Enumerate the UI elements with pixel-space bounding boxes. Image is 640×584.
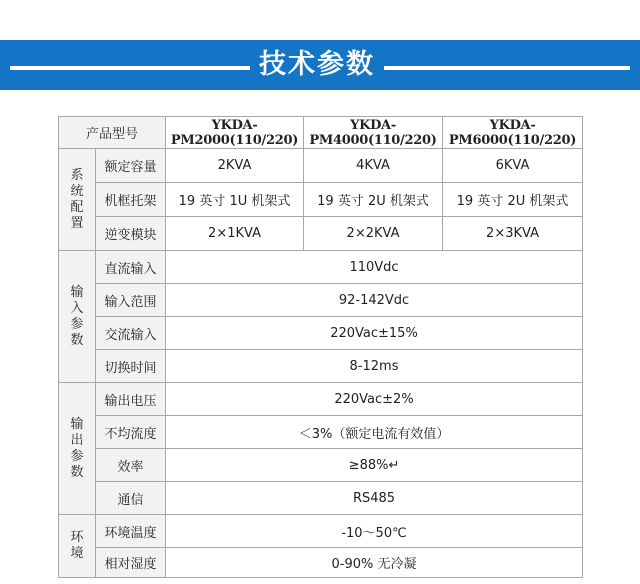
value-cell: 2×3KVA (443, 217, 583, 251)
param-label: 逆变模块 (96, 217, 166, 251)
value-cell: RS485 (166, 482, 583, 515)
table-row (59, 217, 583, 251)
value-cell: 2×1KVA (166, 217, 304, 251)
value-cell: 6KVA (443, 149, 583, 183)
model-name: YKDA-PM2000(110/220) (166, 117, 304, 149)
param-label: 相对湿度 (96, 548, 166, 578)
param-label: 交流输入 (96, 317, 166, 350)
param-label: 直流输入 (96, 251, 166, 284)
table-row (59, 284, 583, 317)
table-row (59, 416, 583, 449)
value-cell: 4KVA (304, 149, 443, 183)
category-cell: 输入参数 (59, 251, 96, 383)
value-cell: 19 英寸 2U 机架式 (304, 183, 443, 217)
value-cell: 8-12ms (166, 350, 583, 383)
table-row (59, 449, 583, 482)
param-label: 输入范围 (96, 284, 166, 317)
table-row (59, 482, 583, 515)
category-cell: 环境 (59, 515, 96, 578)
model-name: YKDA-PM4000(110/220) (304, 117, 443, 149)
param-label: 切换时间 (96, 350, 166, 383)
value-cell: 92-142Vdc (166, 284, 583, 317)
section-title: 技术参数 (259, 49, 375, 80)
table-row (59, 383, 583, 416)
category-cell: 输出参数 (59, 383, 96, 515)
value-cell: 220Vac±2% (166, 383, 583, 416)
value-cell: 19 英寸 1U 机架式 (166, 183, 304, 217)
param-label: 效率 (96, 449, 166, 482)
param-label: 环境温度 (96, 515, 166, 548)
value-cell: -10～50℃ (166, 515, 583, 548)
category-cell: 系统配置 (59, 149, 96, 251)
header-label: 产品型号 (59, 117, 166, 149)
table-row (59, 183, 583, 217)
value-cell: 110Vdc (166, 251, 583, 284)
table-header-row (59, 117, 583, 149)
value-cell: 19 英寸 2U 机架式 (443, 183, 583, 217)
value-cell: 2KVA (166, 149, 304, 183)
value-cell: 220Vac±15% (166, 317, 583, 350)
table-row (59, 149, 583, 183)
table-row (59, 515, 583, 548)
value-cell: ≥88%↵ (166, 449, 583, 482)
table-row (59, 317, 583, 350)
value-cell: 0-90% 无冷凝 (166, 548, 583, 578)
model-name: YKDA-PM6000(110/220) (443, 117, 583, 149)
param-label: 额定容量 (96, 149, 166, 183)
param-label: 不均流度 (96, 416, 166, 449)
spec-table (58, 116, 583, 578)
banner-divider-left (10, 66, 250, 70)
table-row (59, 350, 583, 383)
value-cell: ＜3%（额定电流有效值） (166, 416, 583, 449)
value-cell: 2×2KVA (304, 217, 443, 251)
table-row (59, 548, 583, 578)
param-label: 输出电压 (96, 383, 166, 416)
param-label: 机框托架 (96, 183, 166, 217)
banner-divider-right (384, 66, 630, 70)
table-row (59, 251, 583, 284)
param-label: 通信 (96, 482, 166, 515)
section-banner (0, 40, 640, 90)
